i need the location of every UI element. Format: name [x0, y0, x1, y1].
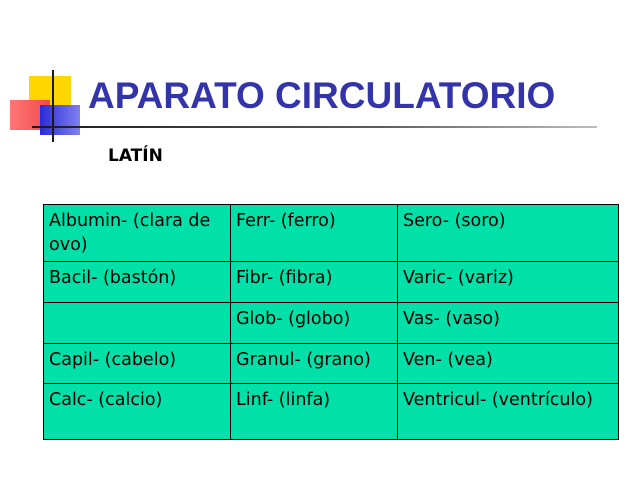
- table-row: [44, 303, 619, 344]
- logo-vertical-line: [52, 70, 54, 142]
- table-cell: Ferr- (ferro): [231, 205, 398, 262]
- table-cell: Ven- (vea): [398, 344, 619, 384]
- table-cell: Calc- (calcio): [44, 384, 231, 440]
- table-cell: Vas- (vaso): [398, 303, 619, 344]
- table-cell: Fibr- (fibra): [231, 262, 398, 303]
- table-row: [44, 344, 619, 384]
- table-row: [44, 384, 619, 440]
- table-cell: Varic- (variz): [398, 262, 619, 303]
- table-cell: Granul- (grano): [231, 344, 398, 384]
- table-cell: Capil- (cabelo): [44, 344, 231, 384]
- table-cell: Linf- (linfa): [231, 384, 398, 440]
- table-row: [44, 205, 619, 262]
- slide-subtitle: LATÍN: [108, 146, 163, 166]
- table-cell: Sero- (soro): [398, 205, 619, 262]
- slide-title: APARATO CIRCULATORIO: [88, 75, 556, 116]
- table-cell: Bacil- (bastón): [44, 262, 231, 303]
- vocabulary-table: [43, 204, 619, 440]
- table-cell: Albumin- (clara de ovo): [44, 205, 231, 262]
- table-cell: Ventricul- (ventrículo): [398, 384, 619, 440]
- logo-blue-square: [40, 105, 80, 135]
- table-cell: [44, 303, 231, 344]
- table-cell: Glob- (globo): [231, 303, 398, 344]
- title-underline: [32, 126, 597, 128]
- table-row: [44, 262, 619, 303]
